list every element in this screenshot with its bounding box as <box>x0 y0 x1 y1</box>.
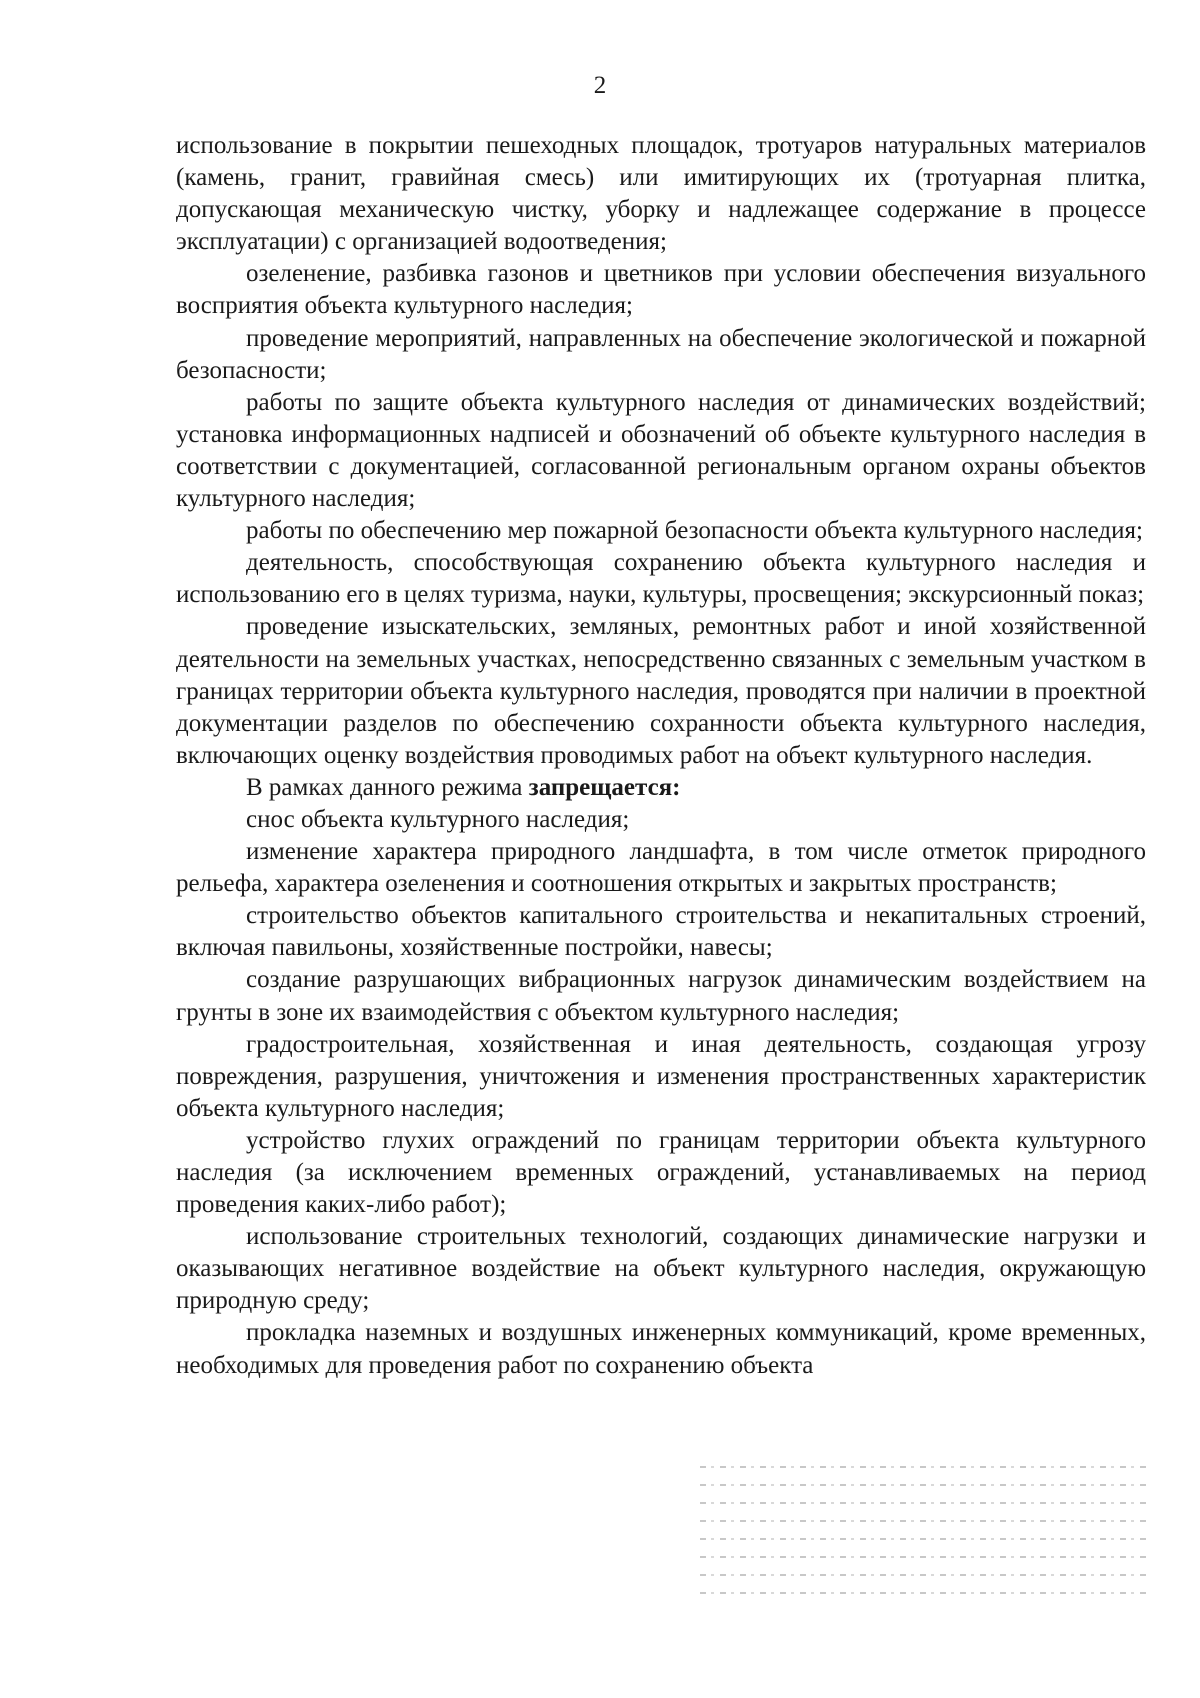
prohibition-item: градостроительная, хозяйственная и иная деятельность, создающая угрозу повреждения, разрушения, уничтожения и изменения пространственных характеристик объекта культурного наследия; <box>176 1030 1146 1122</box>
regime-intro: В рамках данного режима <box>246 773 529 801</box>
prohibition-item: изменение характера природного ландшафта, в том числе отметок природного рельефа, характера озеленения и соотношения открытых и закрытых пространств; <box>176 838 1146 898</box>
prohibition-item: строительство объектов капитального строительства и некапитальных строений, включая павильоны, хозяйственные постройки, навесы; <box>176 902 1146 962</box>
paragraph: работы по защите объекта культурного наследия от динамических воздействий; установка информационных надписей и обозначений об объекте культурного наследия в соответствии с документацией, согласованной региональным органом охраны объектов культурного наследия; <box>176 388 1146 513</box>
prohibition-item: снос объекта культурного наследия; <box>246 805 630 833</box>
paragraph: проведение мероприятий, направленных на обеспечение экологической и пожарной безопасности; <box>176 324 1146 384</box>
paragraph: работы по обеспечению мер пожарной безопасности объекта культурного наследия; <box>246 517 1143 545</box>
prohibition-item: создание разрушающих вибрационных нагрузок динамическим воздействием на грунты в зоне их взаимодействия с объектом культурного наследия; <box>176 966 1146 1026</box>
prohibited-label: запрещается: <box>528 773 681 801</box>
prohibition-item: устройство глухих ограждений по границам территории объекта культурного наследия (за исключением временных ограждений, устанавливаемых на период проведения каких-либо работ); <box>176 1126 1146 1219</box>
paragraph: деятельность, способствующая сохранению объекта культурного наследия и использованию его в целях туризма, науки, культуры, просвещения; экскурсионный показ; <box>176 549 1146 609</box>
faded-stamp <box>700 1450 1150 1650</box>
page-number: 2 <box>593 72 607 99</box>
paragraph: озеленение, разбивка газонов и цветников при условии обеспечения визуального восприятия объекта культурного наследия; <box>176 260 1146 320</box>
prohibition-item: использование строительных технологий, создающих динамические нагрузки и оказывающих негативное воздействие на объект культурного наследия, окружающую природную среду; <box>176 1223 1146 1315</box>
paragraph: проведение изыскательских, земляных, ремонтных работ и иной хозяйственной деятельности на земельных участках, непосредственно связанных с земельным участком в границах территории объекта культурного наследия, проводятся при наличии в проектной документации разделов по обеспечению сохранности объекта культурного наследия, включающих оценку воздействия проводимых работ на объект культурного наследия. <box>176 613 1146 769</box>
prohibition-item: прокладка наземных и воздушных инженерных коммуникаций, кроме временных, необходимых для проведения работ по сохранению объекта <box>176 1319 1146 1379</box>
paragraph: использование в покрытии пешеходных площадок, тротуаров натуральных материалов (камень, гранит, гравийная смесь) или имитирующих их (тротуарная плитка, допускающая механическую чистку, уборку и надлежащее содержание в процессе эксплуатации) с организацией водоотведения; <box>176 132 1146 256</box>
body-text <box>176 130 1146 1382</box>
regime-heading <box>176 772 1146 804</box>
